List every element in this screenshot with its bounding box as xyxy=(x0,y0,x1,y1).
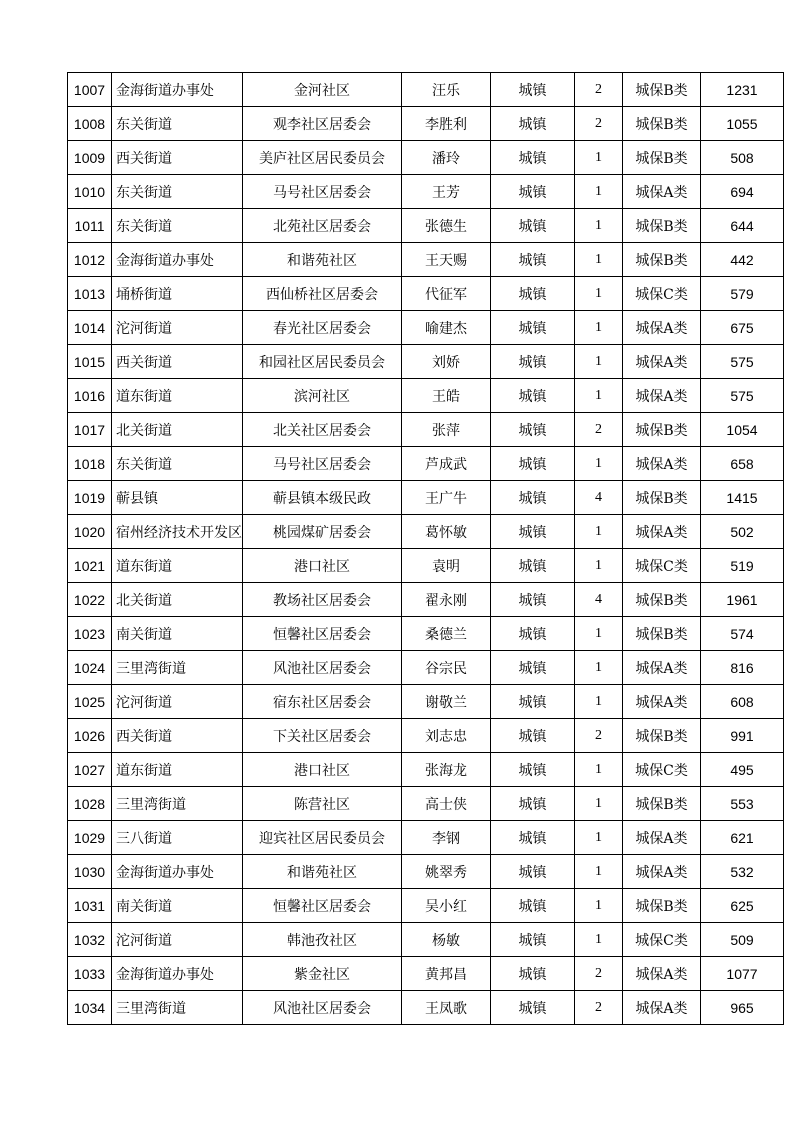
person-name-cell: 葛怀敏 xyxy=(402,515,491,549)
street-cell: 东关街道 xyxy=(112,447,243,481)
area-type-cell: 城镇 xyxy=(491,821,575,855)
household-count-cell: 2 xyxy=(575,107,623,141)
household-count-cell: 1 xyxy=(575,209,623,243)
person-name-cell: 刘志忠 xyxy=(402,719,491,753)
person-name-cell: 张海龙 xyxy=(402,753,491,787)
amount-cell: 532 xyxy=(701,855,784,889)
row-id-cell: 1021 xyxy=(68,549,112,583)
household-count-cell: 1 xyxy=(575,447,623,481)
row-id-cell: 1025 xyxy=(68,685,112,719)
area-type-cell: 城镇 xyxy=(491,413,575,447)
assistance-category-cell: 城保A类 xyxy=(623,651,701,685)
table-row xyxy=(68,719,784,753)
community-cell: 观李社区居委会 xyxy=(243,107,402,141)
household-count-cell: 1 xyxy=(575,175,623,209)
amount-cell: 519 xyxy=(701,549,784,583)
household-count-cell: 1 xyxy=(575,277,623,311)
person-name-cell: 王广牛 xyxy=(402,481,491,515)
household-count-cell: 2 xyxy=(575,991,623,1025)
community-cell: 下关社区居委会 xyxy=(243,719,402,753)
amount-cell: 579 xyxy=(701,277,784,311)
street-cell: 三八街道 xyxy=(112,821,243,855)
person-name-cell: 芦成武 xyxy=(402,447,491,481)
community-cell: 恒馨社区居委会 xyxy=(243,617,402,651)
row-id-cell: 1027 xyxy=(68,753,112,787)
row-id-cell: 1032 xyxy=(68,923,112,957)
assistance-category-cell: 城保A类 xyxy=(623,685,701,719)
roster-sheet xyxy=(67,72,784,1025)
street-cell: 埇桥街道 xyxy=(112,277,243,311)
street-cell: 金海街道办事处 xyxy=(112,243,243,277)
amount-cell: 644 xyxy=(701,209,784,243)
person-name-cell: 代征军 xyxy=(402,277,491,311)
area-type-cell: 城镇 xyxy=(491,991,575,1025)
person-name-cell: 王天赐 xyxy=(402,243,491,277)
person-name-cell: 张萍 xyxy=(402,413,491,447)
street-cell: 沱河街道 xyxy=(112,685,243,719)
table-row xyxy=(68,175,784,209)
street-cell: 蕲县镇 xyxy=(112,481,243,515)
area-type-cell: 城镇 xyxy=(491,243,575,277)
household-count-cell: 4 xyxy=(575,481,623,515)
household-count-cell: 2 xyxy=(575,719,623,753)
row-id-cell: 1011 xyxy=(68,209,112,243)
amount-cell: 502 xyxy=(701,515,784,549)
person-name-cell: 黄邦昌 xyxy=(402,957,491,991)
assistance-category-cell: 城保B类 xyxy=(623,889,701,923)
community-cell: 教场社区居委会 xyxy=(243,583,402,617)
area-type-cell: 城镇 xyxy=(491,345,575,379)
table-row xyxy=(68,243,784,277)
household-count-cell: 1 xyxy=(575,753,623,787)
table-row xyxy=(68,311,784,345)
roster-table xyxy=(67,72,784,1025)
assistance-category-cell: 城保C类 xyxy=(623,549,701,583)
area-type-cell: 城镇 xyxy=(491,277,575,311)
row-id-cell: 1031 xyxy=(68,889,112,923)
row-id-cell: 1030 xyxy=(68,855,112,889)
row-id-cell: 1022 xyxy=(68,583,112,617)
area-type-cell: 城镇 xyxy=(491,141,575,175)
street-cell: 道东街道 xyxy=(112,379,243,413)
amount-cell: 553 xyxy=(701,787,784,821)
person-name-cell: 李钢 xyxy=(402,821,491,855)
area-type-cell: 城镇 xyxy=(491,209,575,243)
assistance-category-cell: 城保B类 xyxy=(623,413,701,447)
assistance-category-cell: 城保A类 xyxy=(623,991,701,1025)
area-type-cell: 城镇 xyxy=(491,753,575,787)
area-type-cell: 城镇 xyxy=(491,447,575,481)
community-cell: 西仙桥社区居委会 xyxy=(243,277,402,311)
street-cell: 东关街道 xyxy=(112,107,243,141)
community-cell: 美庐社区居民委员会 xyxy=(243,141,402,175)
assistance-category-cell: 城保A类 xyxy=(623,515,701,549)
person-name-cell: 潘玲 xyxy=(402,141,491,175)
person-name-cell: 吴小红 xyxy=(402,889,491,923)
table-row xyxy=(68,855,784,889)
row-id-cell: 1007 xyxy=(68,73,112,107)
roster-body xyxy=(68,73,784,1025)
household-count-cell: 1 xyxy=(575,243,623,277)
assistance-category-cell: 城保C类 xyxy=(623,753,701,787)
row-id-cell: 1018 xyxy=(68,447,112,481)
household-count-cell: 1 xyxy=(575,515,623,549)
person-name-cell: 谷宗民 xyxy=(402,651,491,685)
assistance-category-cell: 城保B类 xyxy=(623,107,701,141)
street-cell: 西关街道 xyxy=(112,719,243,753)
amount-cell: 575 xyxy=(701,345,784,379)
area-type-cell: 城镇 xyxy=(491,617,575,651)
community-cell: 宿东社区居委会 xyxy=(243,685,402,719)
area-type-cell: 城镇 xyxy=(491,957,575,991)
table-row xyxy=(68,787,784,821)
area-type-cell: 城镇 xyxy=(491,889,575,923)
street-cell: 东关街道 xyxy=(112,175,243,209)
street-cell: 北关街道 xyxy=(112,583,243,617)
area-type-cell: 城镇 xyxy=(491,923,575,957)
community-cell: 滨河社区 xyxy=(243,379,402,413)
table-row xyxy=(68,991,784,1025)
assistance-category-cell: 城保A类 xyxy=(623,345,701,379)
household-count-cell: 4 xyxy=(575,583,623,617)
amount-cell: 574 xyxy=(701,617,784,651)
household-count-cell: 1 xyxy=(575,685,623,719)
row-id-cell: 1023 xyxy=(68,617,112,651)
community-cell: 紫金社区 xyxy=(243,957,402,991)
community-cell: 马号社区居委会 xyxy=(243,447,402,481)
community-cell: 和谐苑社区 xyxy=(243,855,402,889)
person-name-cell: 袁明 xyxy=(402,549,491,583)
person-name-cell: 翟永刚 xyxy=(402,583,491,617)
household-count-cell: 1 xyxy=(575,345,623,379)
table-row xyxy=(68,345,784,379)
amount-cell: 991 xyxy=(701,719,784,753)
household-count-cell: 1 xyxy=(575,651,623,685)
row-id-cell: 1017 xyxy=(68,413,112,447)
street-cell: 东关街道 xyxy=(112,209,243,243)
amount-cell: 508 xyxy=(701,141,784,175)
street-cell: 西关街道 xyxy=(112,141,243,175)
amount-cell: 625 xyxy=(701,889,784,923)
row-id-cell: 1033 xyxy=(68,957,112,991)
table-row xyxy=(68,209,784,243)
area-type-cell: 城镇 xyxy=(491,379,575,413)
row-id-cell: 1028 xyxy=(68,787,112,821)
table-row xyxy=(68,447,784,481)
street-cell: 金海街道办事处 xyxy=(112,855,243,889)
row-id-cell: 1009 xyxy=(68,141,112,175)
row-id-cell: 1029 xyxy=(68,821,112,855)
person-name-cell: 汪乐 xyxy=(402,73,491,107)
table-row xyxy=(68,753,784,787)
person-name-cell: 王皓 xyxy=(402,379,491,413)
area-type-cell: 城镇 xyxy=(491,549,575,583)
area-type-cell: 城镇 xyxy=(491,719,575,753)
amount-cell: 1055 xyxy=(701,107,784,141)
table-row xyxy=(68,957,784,991)
row-id-cell: 1013 xyxy=(68,277,112,311)
area-type-cell: 城镇 xyxy=(491,855,575,889)
amount-cell: 442 xyxy=(701,243,784,277)
assistance-category-cell: 城保B类 xyxy=(623,243,701,277)
row-id-cell: 1015 xyxy=(68,345,112,379)
area-type-cell: 城镇 xyxy=(491,481,575,515)
community-cell: 港口社区 xyxy=(243,549,402,583)
table-row xyxy=(68,515,784,549)
row-id-cell: 1014 xyxy=(68,311,112,345)
person-name-cell: 王芳 xyxy=(402,175,491,209)
amount-cell: 1231 xyxy=(701,73,784,107)
row-id-cell: 1026 xyxy=(68,719,112,753)
street-cell: 金海街道办事处 xyxy=(112,957,243,991)
community-cell: 北关社区居委会 xyxy=(243,413,402,447)
assistance-category-cell: 城保B类 xyxy=(623,617,701,651)
person-name-cell: 喻建杰 xyxy=(402,311,491,345)
assistance-category-cell: 城保B类 xyxy=(623,583,701,617)
street-cell: 道东街道 xyxy=(112,549,243,583)
row-id-cell: 1012 xyxy=(68,243,112,277)
assistance-category-cell: 城保A类 xyxy=(623,855,701,889)
community-cell: 风池社区居委会 xyxy=(243,651,402,685)
amount-cell: 509 xyxy=(701,923,784,957)
assistance-category-cell: 城保A类 xyxy=(623,447,701,481)
household-count-cell: 2 xyxy=(575,957,623,991)
street-cell: 北关街道 xyxy=(112,413,243,447)
table-row xyxy=(68,617,784,651)
street-cell: 西关街道 xyxy=(112,345,243,379)
street-cell: 三里湾街道 xyxy=(112,787,243,821)
household-count-cell: 2 xyxy=(575,413,623,447)
community-cell: 恒馨社区居委会 xyxy=(243,889,402,923)
amount-cell: 965 xyxy=(701,991,784,1025)
street-cell: 道东街道 xyxy=(112,753,243,787)
household-count-cell: 1 xyxy=(575,889,623,923)
household-count-cell: 1 xyxy=(575,379,623,413)
assistance-category-cell: 城保A类 xyxy=(623,957,701,991)
person-name-cell: 李胜利 xyxy=(402,107,491,141)
community-cell: 北苑社区居委会 xyxy=(243,209,402,243)
person-name-cell: 刘娇 xyxy=(402,345,491,379)
household-count-cell: 1 xyxy=(575,617,623,651)
table-row xyxy=(68,583,784,617)
community-cell: 陈营社区 xyxy=(243,787,402,821)
street-cell: 三里湾街道 xyxy=(112,651,243,685)
table-row xyxy=(68,923,784,957)
row-id-cell: 1008 xyxy=(68,107,112,141)
area-type-cell: 城镇 xyxy=(491,73,575,107)
amount-cell: 694 xyxy=(701,175,784,209)
household-count-cell: 1 xyxy=(575,311,623,345)
community-cell: 和谐苑社区 xyxy=(243,243,402,277)
amount-cell: 621 xyxy=(701,821,784,855)
area-type-cell: 城镇 xyxy=(491,651,575,685)
assistance-category-cell: 城保A类 xyxy=(623,821,701,855)
community-cell: 迎宾社区居民委员会 xyxy=(243,821,402,855)
household-count-cell: 1 xyxy=(575,549,623,583)
street-cell: 沱河街道 xyxy=(112,311,243,345)
amount-cell: 675 xyxy=(701,311,784,345)
community-cell: 马号社区居委会 xyxy=(243,175,402,209)
amount-cell: 1415 xyxy=(701,481,784,515)
household-count-cell: 1 xyxy=(575,855,623,889)
row-id-cell: 1034 xyxy=(68,991,112,1025)
community-cell: 风池社区居委会 xyxy=(243,991,402,1025)
area-type-cell: 城镇 xyxy=(491,311,575,345)
assistance-category-cell: 城保A类 xyxy=(623,175,701,209)
area-type-cell: 城镇 xyxy=(491,515,575,549)
amount-cell: 816 xyxy=(701,651,784,685)
person-name-cell: 桑德兰 xyxy=(402,617,491,651)
table-row xyxy=(68,651,784,685)
amount-cell: 1961 xyxy=(701,583,784,617)
area-type-cell: 城镇 xyxy=(491,583,575,617)
assistance-category-cell: 城保B类 xyxy=(623,73,701,107)
assistance-category-cell: 城保B类 xyxy=(623,209,701,243)
amount-cell: 495 xyxy=(701,753,784,787)
person-name-cell: 杨敏 xyxy=(402,923,491,957)
assistance-category-cell: 城保A类 xyxy=(623,379,701,413)
assistance-category-cell: 城保B类 xyxy=(623,719,701,753)
street-cell: 金海街道办事处 xyxy=(112,73,243,107)
row-id-cell: 1019 xyxy=(68,481,112,515)
street-cell: 南关街道 xyxy=(112,889,243,923)
amount-cell: 1077 xyxy=(701,957,784,991)
assistance-category-cell: 城保A类 xyxy=(623,311,701,345)
table-row xyxy=(68,379,784,413)
area-type-cell: 城镇 xyxy=(491,685,575,719)
row-id-cell: 1016 xyxy=(68,379,112,413)
table-row xyxy=(68,107,784,141)
table-row xyxy=(68,889,784,923)
table-row xyxy=(68,141,784,175)
table-row xyxy=(68,685,784,719)
person-name-cell: 姚翠秀 xyxy=(402,855,491,889)
community-cell: 春光社区居委会 xyxy=(243,311,402,345)
assistance-category-cell: 城保C类 xyxy=(623,277,701,311)
area-type-cell: 城镇 xyxy=(491,175,575,209)
table-row xyxy=(68,821,784,855)
amount-cell: 1054 xyxy=(701,413,784,447)
area-type-cell: 城镇 xyxy=(491,787,575,821)
table-row xyxy=(68,413,784,447)
area-type-cell: 城镇 xyxy=(491,107,575,141)
person-name-cell: 王凤歌 xyxy=(402,991,491,1025)
person-name-cell: 张德生 xyxy=(402,209,491,243)
household-count-cell: 1 xyxy=(575,787,623,821)
street-cell: 南关街道 xyxy=(112,617,243,651)
amount-cell: 575 xyxy=(701,379,784,413)
amount-cell: 658 xyxy=(701,447,784,481)
community-cell: 蕲县镇本级民政 xyxy=(243,481,402,515)
row-id-cell: 1020 xyxy=(68,515,112,549)
assistance-category-cell: 城保B类 xyxy=(623,787,701,821)
row-id-cell: 1010 xyxy=(68,175,112,209)
household-count-cell: 1 xyxy=(575,923,623,957)
person-name-cell: 高士侠 xyxy=(402,787,491,821)
street-cell: 三里湾街道 xyxy=(112,991,243,1025)
amount-cell: 608 xyxy=(701,685,784,719)
person-name-cell: 谢敬兰 xyxy=(402,685,491,719)
street-cell: 宿州经济技术开发区 xyxy=(112,515,243,549)
assistance-category-cell: 城保B类 xyxy=(623,481,701,515)
household-count-cell: 2 xyxy=(575,73,623,107)
community-cell: 港口社区 xyxy=(243,753,402,787)
community-cell: 韩池孜社区 xyxy=(243,923,402,957)
table-row xyxy=(68,549,784,583)
assistance-category-cell: 城保B类 xyxy=(623,141,701,175)
community-cell: 和园社区居民委员会 xyxy=(243,345,402,379)
assistance-category-cell: 城保C类 xyxy=(623,923,701,957)
household-count-cell: 1 xyxy=(575,821,623,855)
community-cell: 桃园煤矿居委会 xyxy=(243,515,402,549)
community-cell: 金河社区 xyxy=(243,73,402,107)
table-row xyxy=(68,481,784,515)
row-id-cell: 1024 xyxy=(68,651,112,685)
table-row xyxy=(68,277,784,311)
table-row xyxy=(68,73,784,107)
household-count-cell: 1 xyxy=(575,141,623,175)
street-cell: 沱河街道 xyxy=(112,923,243,957)
